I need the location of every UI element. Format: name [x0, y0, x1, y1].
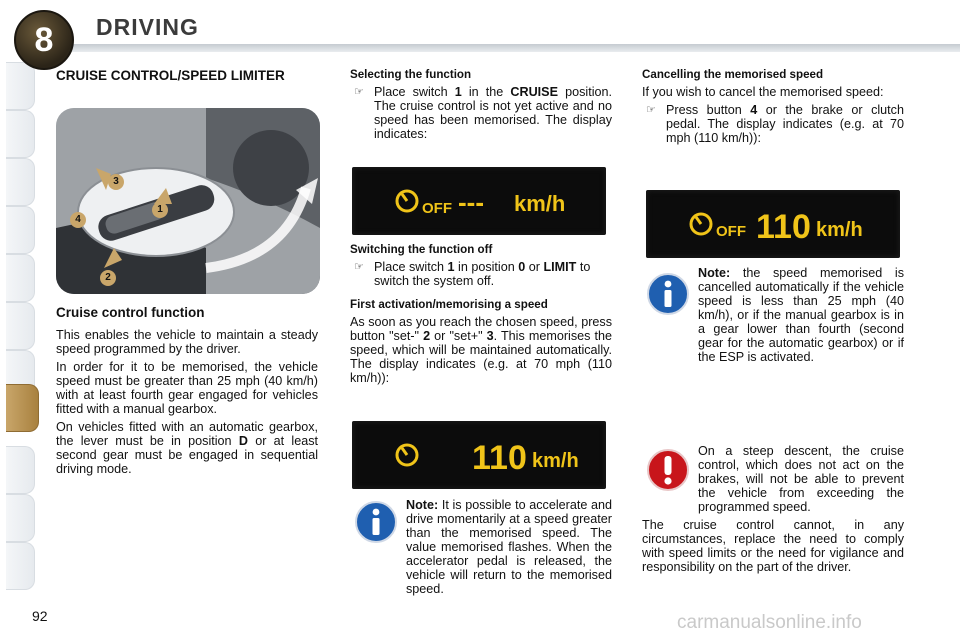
left-column-text — [56, 306, 318, 480]
paragraph: On vehicles fitted with an automatic gearbox, the lever must be in position D or at least second gear must be engaged in sequential driving mode. — [56, 420, 318, 476]
chapter-tab[interactable] — [6, 446, 35, 494]
paragraph: If you wish to cancel the memorised speed: — [642, 85, 884, 99]
speed-value: 110 — [756, 208, 811, 246]
callout-3: 3 — [108, 174, 124, 190]
right-note — [642, 266, 904, 364]
hand-bullet-icon: ☞ — [354, 86, 364, 98]
off-label: OFF — [422, 200, 452, 217]
speed-value: 110 — [472, 439, 527, 477]
chapter-tab[interactable] — [6, 110, 35, 158]
subsection-title: Cruise control function — [56, 305, 205, 320]
hand-bullet-icon: ☞ — [646, 104, 656, 116]
header-rule — [70, 44, 960, 52]
paragraph: In order for it to be memorised, the vehicle speed must be greater than 25 mph (40 km/h) with at least fourth gear engaged for vehicles fitted with a manual gearbox. — [56, 360, 318, 416]
stalk-photo — [56, 108, 320, 294]
unit-label: km/h — [514, 191, 566, 216]
watermark: carmanualsonline.info — [677, 612, 862, 633]
stalk-illustration — [56, 108, 320, 294]
chapter-tab-driving[interactable] — [6, 384, 39, 432]
page-number: 92 — [32, 608, 48, 624]
display-off-dashes — [352, 167, 606, 235]
chapter-tab-strip — [0, 62, 40, 582]
right-warning — [642, 444, 904, 578]
middle-column-mid — [350, 243, 612, 389]
chapter-tab[interactable] — [6, 494, 35, 542]
page-title: DRIVING — [96, 14, 199, 40]
subsection-title: Cancelling the memorised speed — [642, 68, 824, 81]
section-title-block — [56, 68, 296, 83]
right-column-top — [642, 68, 904, 145]
callout-4: 4 — [70, 212, 86, 228]
unit-label: km/h — [532, 450, 579, 472]
note-text: Note: the speed memorised is cancelled automatically if the vehicle speed is less than 25 mph (40 km/h), or if the manual gearbox is in a gear lower than fourth (second gear for the automatic gearbox) or if the ESP is activated. — [698, 266, 904, 364]
speed-dashes: --- — [458, 187, 484, 217]
callout-2: 2 — [100, 270, 116, 286]
note-text: Note: It is possible to accelerate and drive momentarily at a speed greater than the memorised speed. The value memorised flashes. When the accelerator pedal is released, the vehicle will return to the memorised speed. — [406, 498, 612, 596]
paragraph: This enables the vehicle to maintain a steady speed programmed by the driver. — [56, 328, 318, 356]
section-title: CRUISE CONTROL/SPEED LIMITER — [56, 68, 285, 83]
display-off-110 — [646, 190, 900, 258]
chapter-tab[interactable] — [6, 254, 35, 302]
chapter-number-badge: 8 — [14, 10, 74, 70]
chapter-tab[interactable] — [6, 62, 35, 110]
hand-bullet-icon: ☞ — [354, 261, 364, 273]
warning-text: On a steep descent, the cruise control, which does not act on the brakes, will not be able to prevent the vehicle from exceeding the programmed speed. — [698, 444, 904, 514]
paragraph: As soon as you reach the chosen speed, press button "set-" 2 or "set+" 3. This memorises the speed, which will be maintained automatically. The display indicates (e.g. at 70 mph (110 km/h)): — [350, 315, 612, 385]
chapter-tab[interactable] — [6, 158, 35, 206]
warning-text-2: The cruise control cannot, in any circumstances, replace the need to comply with speed limits or the need for vigilance and responsibility on the part of the driver. — [642, 518, 904, 574]
chapter-tab[interactable] — [6, 206, 35, 254]
callout-1: 1 — [152, 202, 168, 218]
subsection-title: Switching the function off — [350, 243, 493, 256]
subsection-title: Selecting the function — [350, 68, 472, 81]
unit-label: km/h — [816, 219, 863, 241]
list-item: ☞ Place switch 1 in position 0 or LIMIT to switch the system off. — [350, 260, 612, 288]
display-memorised-110 — [352, 421, 606, 489]
list-item: ☞ Press button 4 or the brake or clutch pedal. The display indicates (e.g. at 70 mph (110 km/h)): — [642, 103, 904, 145]
chapter-tab[interactable] — [6, 302, 35, 350]
subsection-title: First activation/memorising a speed — [350, 298, 548, 311]
middle-column-top — [350, 68, 612, 141]
list-item: ☞ Place switch 1 in the CRUISE position. The cruise control is not yet active and no speed has been memorised. The display indicates: — [350, 85, 612, 141]
off-label: OFF — [716, 223, 746, 240]
chapter-tab[interactable] — [6, 542, 35, 590]
middle-note — [350, 498, 612, 596]
